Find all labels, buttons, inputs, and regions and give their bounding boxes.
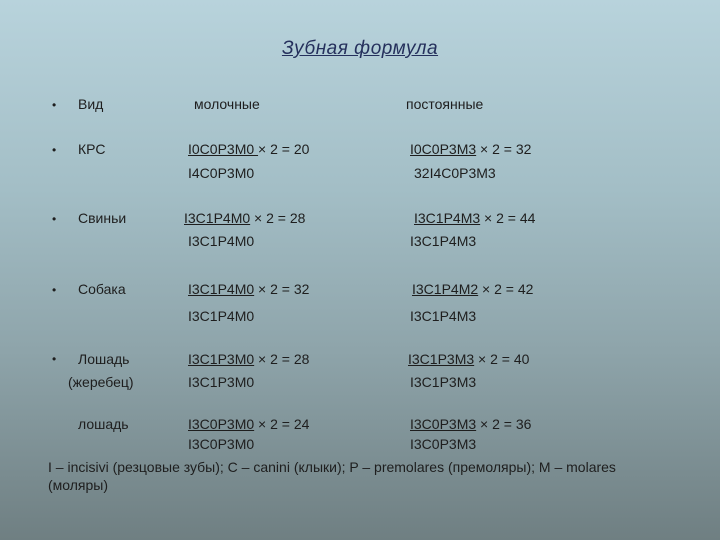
milk-formula	[188, 141, 309, 157]
permanent-formula-lower: I3C1P4M3	[410, 308, 477, 324]
permanent-formula	[414, 210, 535, 226]
milk-formula	[184, 210, 305, 226]
milk-formula-main: I3C1P4M0	[184, 210, 251, 226]
milk-formula-result: × 2 = 28	[250, 210, 306, 226]
permanent-formula-lower: I3C1P3M3	[410, 374, 477, 390]
permanent-formula-result: × 2 = 32	[476, 141, 532, 157]
milk-formula-result: × 2 = 24	[254, 416, 310, 432]
permanent-formula	[408, 351, 529, 367]
page-title: Зубная формула	[281, 38, 439, 59]
milk-formula-lower: I3C1P4M0	[188, 308, 255, 324]
permanent-formula-main: I3C0P3M3	[410, 416, 477, 432]
milk-formula-main: I3C0P3M0	[188, 416, 255, 432]
milk-formula-lower: I3C1P4M0	[188, 233, 255, 249]
milk-formula-main: I0C0P3M0	[188, 141, 259, 157]
permanent-formula-lower: I3C1P4M3	[410, 233, 477, 249]
permanent-formula-main: I3C1P4M3	[414, 210, 481, 226]
permanent-formula-lower: I3C0P3M3	[410, 436, 477, 452]
milk-formula-result: × 2 = 32	[254, 281, 310, 297]
permanent-formula-result: × 2 = 36	[476, 416, 532, 432]
species-name: КРС	[78, 141, 106, 157]
permanent-formula	[410, 141, 531, 157]
species-name: лошадь	[78, 416, 129, 432]
milk-formula	[188, 416, 309, 432]
permanent-formula-main: I3C1P4M2	[412, 281, 479, 297]
permanent-formula-lower: 32I4C0P3M3	[414, 165, 496, 181]
permanent-formula-main: I3C1P3M3	[408, 351, 475, 367]
permanent-formula-result: × 2 = 42	[478, 281, 534, 297]
milk-formula-main: I3C1P3M0	[188, 351, 255, 367]
milk-formula-main: I3C1P4M0	[188, 281, 255, 297]
permanent-formula-result: × 2 = 40	[474, 351, 530, 367]
milk-formula-lower: I4C0P3M0	[188, 165, 255, 181]
species-name: Собака	[78, 281, 126, 297]
species-name: Лошадь	[78, 351, 130, 367]
milk-formula-result: × 2 = 20	[258, 141, 310, 157]
species-subtitle: (жеребец)	[68, 374, 134, 390]
bullet: •	[52, 352, 57, 366]
header-milk: молочные	[194, 96, 260, 112]
milk-formula-lower: I3C1P3M0	[188, 374, 255, 390]
milk-formula	[188, 351, 309, 367]
milk-formula-lower: I3C0P3M0	[188, 436, 255, 452]
species-name: Свиньи	[78, 210, 127, 226]
permanent-formula-result: × 2 = 44	[480, 210, 536, 226]
permanent-formula	[412, 281, 533, 297]
bullet: •	[52, 212, 57, 226]
legend-note: I – incisivi (резцовые зубы); C – canini (клыки); P – premolares (премоляры); M – molares (моляры)	[48, 459, 616, 493]
milk-formula-result: × 2 = 28	[254, 351, 310, 367]
bullet: •	[52, 143, 57, 157]
milk-formula	[188, 281, 309, 297]
permanent-formula-main: I0C0P3M3	[410, 141, 477, 157]
bullet: •	[52, 98, 57, 112]
header-species: Вид	[78, 96, 104, 112]
permanent-formula	[410, 416, 531, 432]
bullet: •	[52, 283, 57, 297]
header-permanent: постоянные	[406, 96, 484, 112]
